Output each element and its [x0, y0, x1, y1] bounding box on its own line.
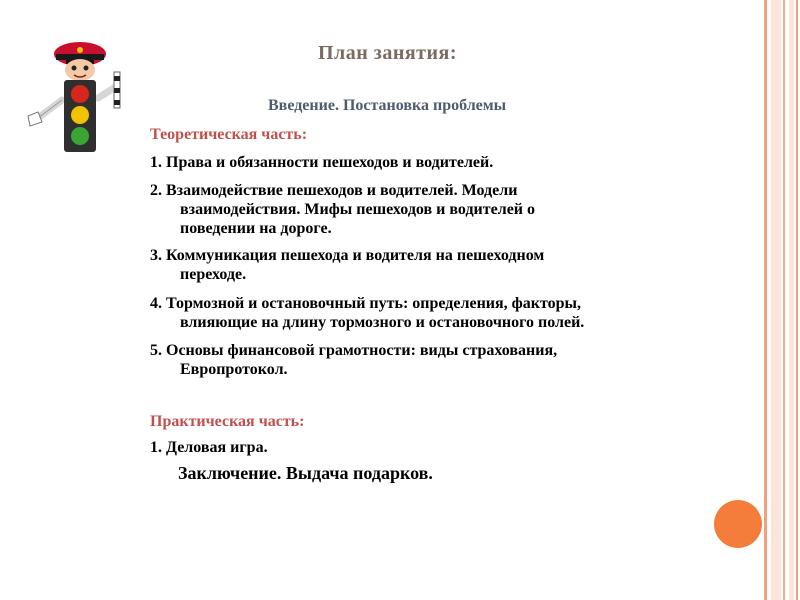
list-item — [150, 294, 584, 332]
list-item-line: 2. Взаимодействие пешеходов и водителей. Модели — [150, 182, 518, 199]
list-item-line: Европротокол. — [180, 361, 288, 378]
list-item — [150, 153, 493, 172]
list-item-line: взаимодействия. Мифы пешеходов и водителей о — [180, 201, 536, 218]
decorative-stripe — [771, 0, 781, 600]
conclusion-line: Заключение. Выдача подарков. — [178, 463, 433, 483]
slide-title: План занятия: — [318, 42, 458, 64]
list-item-line: переходе. — [180, 266, 247, 283]
list-item — [150, 246, 544, 284]
list-item-line: влияющие на длину тормозного и остановочного полей. — [180, 314, 585, 331]
list-item — [150, 341, 557, 379]
decorative-stripe — [789, 0, 794, 600]
list-item-line: поведении на дороге. — [180, 220, 332, 237]
theory-heading: Теоретическая часть: — [150, 126, 308, 143]
list-item-line: 3. Коммуникация пешехода и водителя на пешеходном — [150, 247, 545, 264]
traffic-light-mascot-icon — [22, 38, 140, 156]
list-item — [150, 181, 535, 238]
list-item: 1. Деловая игра. — [150, 439, 268, 456]
decorative-stripe — [764, 0, 767, 600]
decorative-stripe — [796, 0, 798, 600]
list-item-line: 5. Основы финансовой грамотности: виды страхования, — [150, 342, 558, 359]
orange-circle-decoration — [714, 500, 762, 548]
decorative-stripe — [783, 0, 785, 600]
list-item-line: 1. Права и обязанности пешеходов и водителей. — [150, 154, 494, 171]
list-item-line: 4. Тормозной и остановочный путь: определения, факторы, — [150, 295, 581, 312]
practice-heading: Практическая часть: — [150, 413, 305, 430]
intro-line: Введение. Постановка проблемы — [268, 97, 507, 114]
